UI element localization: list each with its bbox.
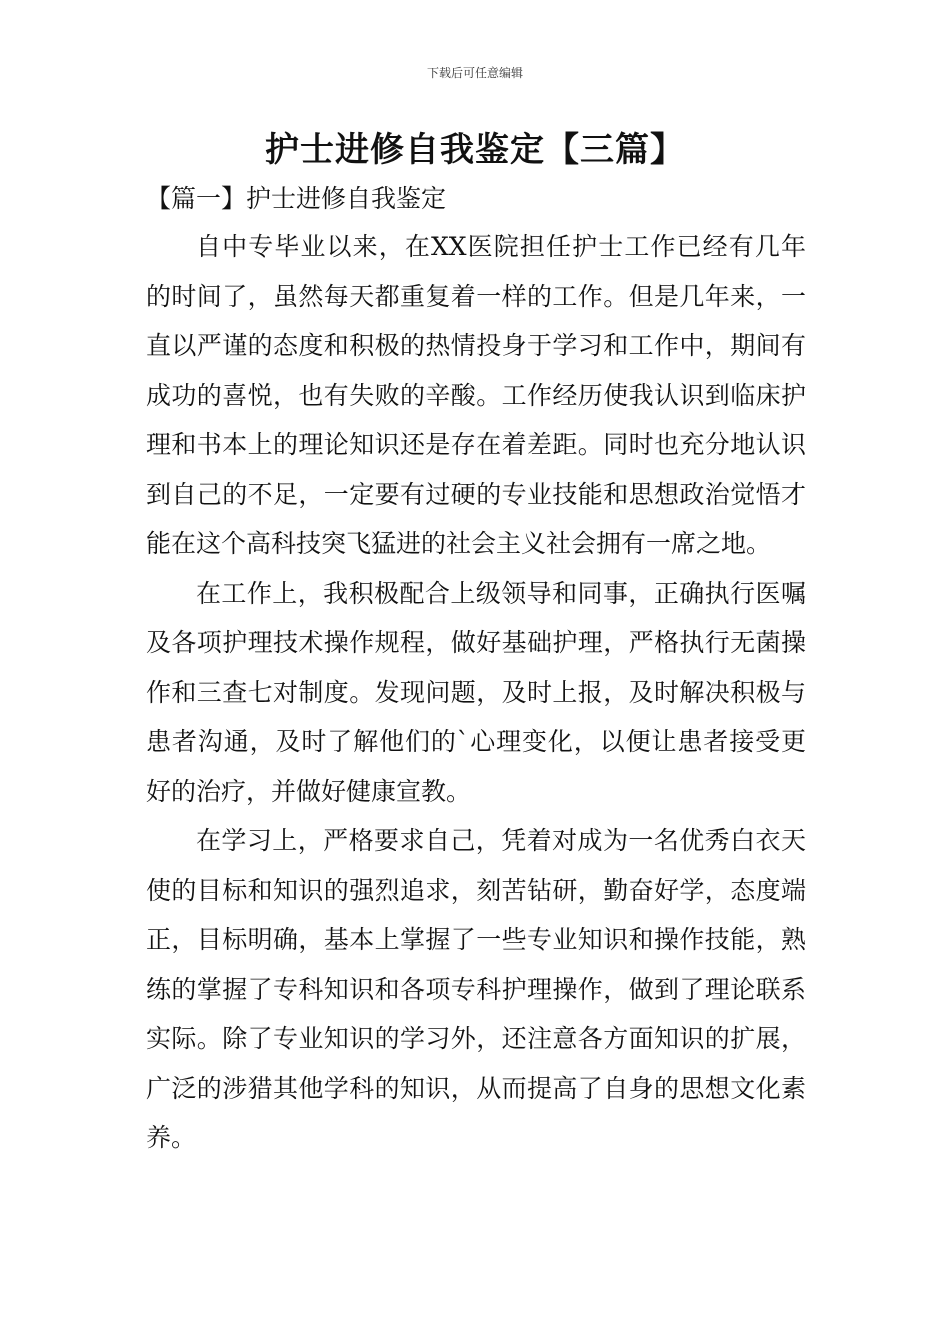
paragraph-1: 自中专毕业以来，在XX医院担任护士工作已经有几年的时间了，虽然每天都重复着一样的工作。但是几年来，一直以严谨的态度和积极的热情投身于学习和工作中，期间有成功的喜悦，也有失败的辛酸。工作经历使我认识到临床护理和书本上的理论知识还是存在着差距。同时也充分地认识到自己的不足，一定要有过硬的专业技能和思想政治觉悟才能在这个高科技突飞猛进的社会主义社会拥有一席之地。 — [146, 232, 806, 558]
document-title: 护士进修自我鉴定【三篇】 — [265, 130, 685, 170]
paragraph-2: 在工作上，我积极配合上级领导和同事，正确执行医嘱及各项护理技术操作规程，做好基础护理，严格执行无菌操作和三查七对制度。发现问题，及时上报，及时解决积极与患者沟通，及时了解他们的`心理变化，以便让患者接受更好的治疗，并做好健康宣教。 — [146, 578, 806, 806]
page-header-note: 下载后可任意编辑 — [426, 66, 523, 80]
paragraph-3: 在学习上，严格要求自己，凭着对成为一名优秀白衣天使的目标和知识的强烈追求，刻苦钻研，勤奋好学，态度端正，目标明确，基本上掌握了一些专业知识和操作技能，熟练的掌握了专科知识和各项专科护理操作，做到了理论联系实际。除了专业知识的学习外，还注意各方面知识的扩展，广泛的涉猎其他学科的知识，从而提高了自身的思想文化素养。 — [146, 826, 806, 1152]
section-heading: 【篇一】护士进修自我鉴定 — [146, 184, 447, 213]
document-body — [146, 176, 806, 1163]
